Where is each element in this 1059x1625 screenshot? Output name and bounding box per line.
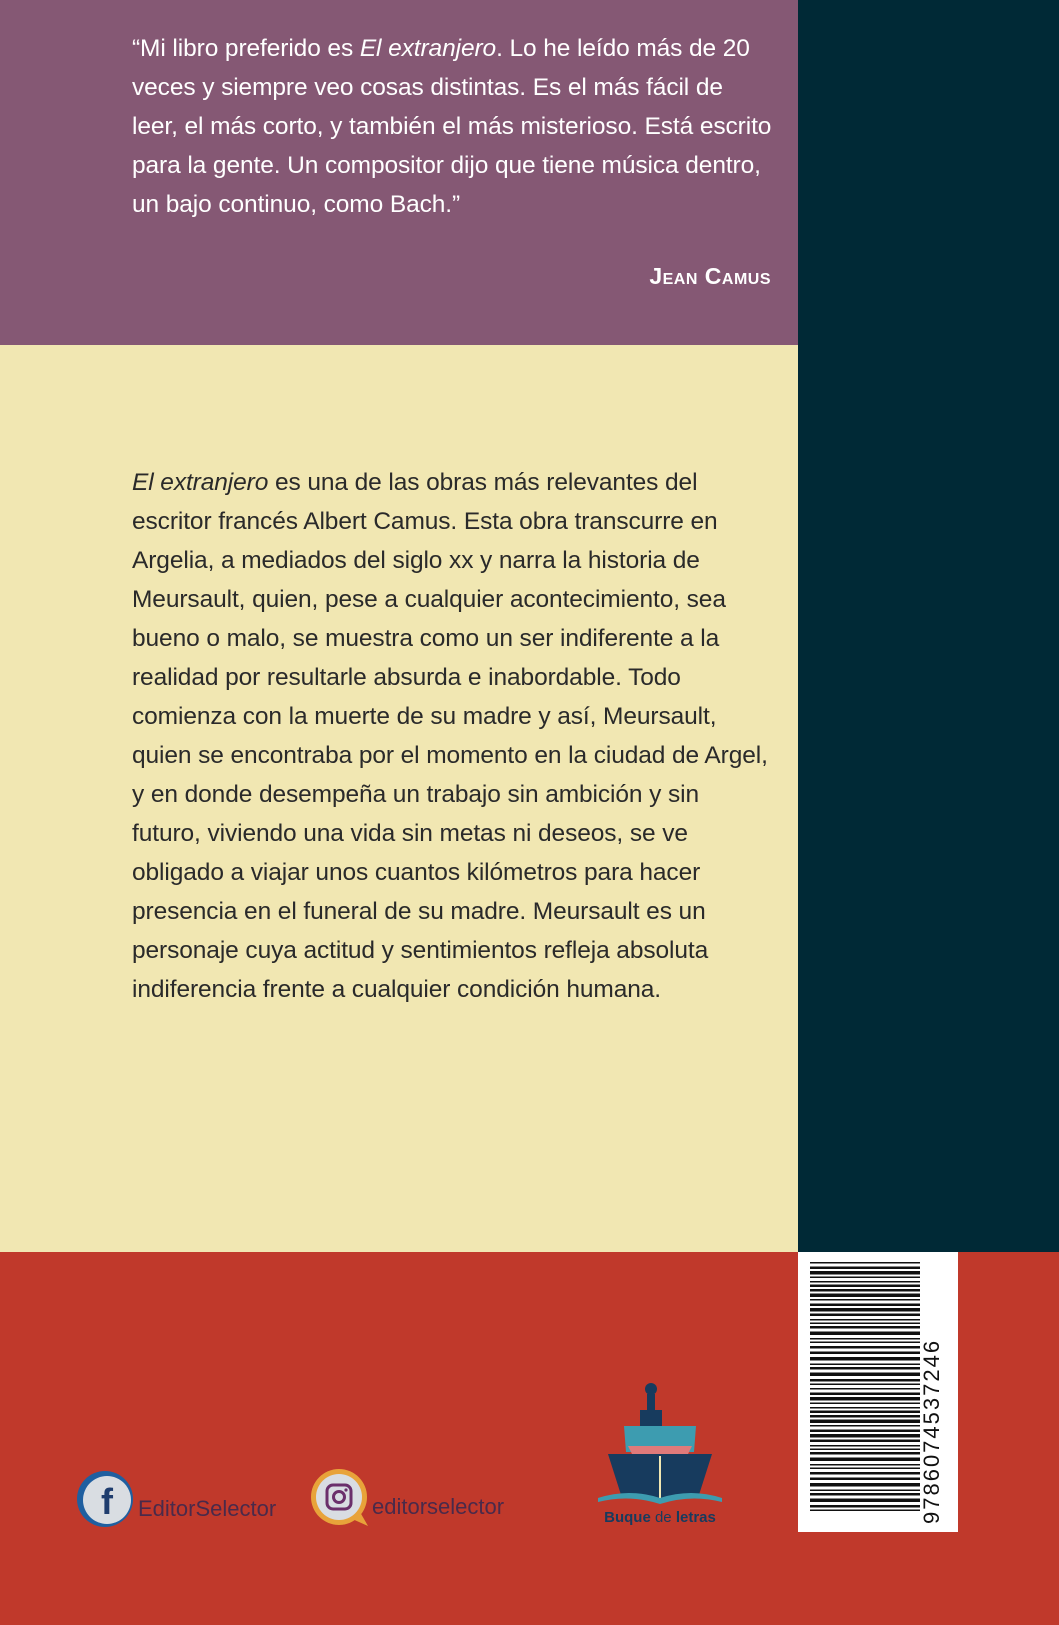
barcode-bar (810, 1493, 920, 1496)
barcode-bar (810, 1452, 920, 1455)
barcode-bar (810, 1468, 920, 1470)
barcode-bar (810, 1388, 920, 1390)
barcode-bar (810, 1403, 920, 1405)
barcode-bar (810, 1464, 920, 1466)
barcode-bar (810, 1384, 920, 1386)
isbn-barcode (798, 1252, 958, 1532)
barcode-bar (810, 1505, 920, 1508)
facebook-handle: EditorSelector (138, 1496, 277, 1521)
barcode-bar (810, 1342, 920, 1344)
barcode-bar (810, 1478, 920, 1481)
barcode-bar (810, 1411, 920, 1414)
barcode-bar (810, 1490, 920, 1492)
barcode-bar (810, 1281, 920, 1283)
barcode-bar (810, 1445, 920, 1447)
barcode-bar (810, 1323, 920, 1325)
facebook-link[interactable] (76, 1470, 276, 1526)
book-spine (798, 0, 1059, 1252)
barcode-bar (810, 1393, 920, 1396)
barcode-bars (810, 1252, 920, 1532)
barcode-bar (810, 1338, 920, 1340)
barcode-bar (810, 1472, 920, 1475)
barcode-bar (810, 1449, 920, 1451)
barcode-bar (810, 1352, 920, 1355)
barcode-bar (810, 1308, 920, 1312)
barcode-bar (810, 1294, 920, 1298)
barcode-bar (810, 1262, 920, 1264)
publisher-name: Buque de letras (604, 1509, 716, 1526)
barcode-bar (810, 1510, 920, 1512)
synopsis-text: El extranjero es una de las obras más relevantes del escritor francés Albert Camus. Esta obra transcurre en Argelia, a mediados del siglo xx y narra la historia de Meursault, quien, pese a cualquier acontecimiento, sea bueno o malo, se muestra como un ser indiferente a la realidad por resultarle absurda e inabordable. Todo comienza con la muerte de su madre y así, Meursault, quien se encontraba por el momento en la ciudad de Argel, y en donde desempeña un trabajo sin ambición y sin futuro, viviendo una vida sin metas ni deseos, se ve obligado a viajar unos cuantos kilómetros para hacer presencia en el funeral de su madre. Meursault es un personaje cuya actitud y sentimientos refleja absoluta indiferencia frente a cualquier condición humana. (132, 469, 768, 1003)
svg-text:f: f (101, 1481, 113, 1522)
barcode-bar (810, 1483, 920, 1487)
barcode-bar (810, 1277, 920, 1279)
barcode-bar (810, 1314, 920, 1317)
instagram-link[interactable] (310, 1468, 504, 1524)
quote-text: “Mi libro preferido es El extranjero. Lo he leído más de 20 veces y siempre veo cosas distintas. Es el más fácil de leer, el más corto, y también el más misterioso. Está escrito para la gente. Un compositor dijo que tiene música dentro, un bajo continuo, como Bach.” (132, 35, 772, 218)
barcode-bar (810, 1373, 920, 1377)
barcode-bar (810, 1458, 920, 1462)
barcode-bar (810, 1430, 920, 1433)
barcode-bar (810, 1367, 920, 1370)
barcode-bar (810, 1267, 920, 1270)
quote-author: Jean Camus (649, 263, 771, 289)
synopsis-panel (0, 345, 798, 1252)
barcode-bar (810, 1407, 920, 1409)
synopsis-book-title: El extranjero (132, 469, 269, 496)
barcode-bar (810, 1332, 920, 1336)
barcode-bar (810, 1357, 920, 1361)
barcode-bar (810, 1379, 920, 1382)
quote-book-title: El extranjero (359, 35, 497, 62)
instagram-handle: editorselector (372, 1494, 505, 1519)
barcode-bar (810, 1271, 920, 1275)
barcode-bar (810, 1420, 920, 1424)
svg-text:9786074537246: 9786074537246 (919, 1338, 944, 1524)
quote-panel (0, 0, 798, 345)
barcode-bar (810, 1346, 920, 1349)
isbn-number (911, 1252, 951, 1532)
ship-icon (598, 1380, 722, 1510)
barcode-bar (810, 1440, 920, 1443)
barcode-bar (810, 1364, 920, 1366)
barcode-bar (810, 1319, 920, 1321)
barcode-bar (810, 1289, 920, 1292)
barcode-bar (810, 1434, 920, 1438)
facebook-icon (76, 1470, 132, 1526)
barcode-bar (810, 1415, 920, 1418)
barcode-bar (810, 1299, 920, 1301)
barcode-bar (810, 1499, 920, 1503)
instagram-icon (310, 1468, 366, 1524)
barcode-bar (810, 1425, 920, 1427)
publisher-logo (598, 1380, 722, 1526)
barcode-bar (810, 1304, 920, 1307)
barcode-bar (810, 1326, 920, 1329)
barcode-bar (810, 1285, 920, 1288)
barcode-bar (810, 1397, 920, 1401)
